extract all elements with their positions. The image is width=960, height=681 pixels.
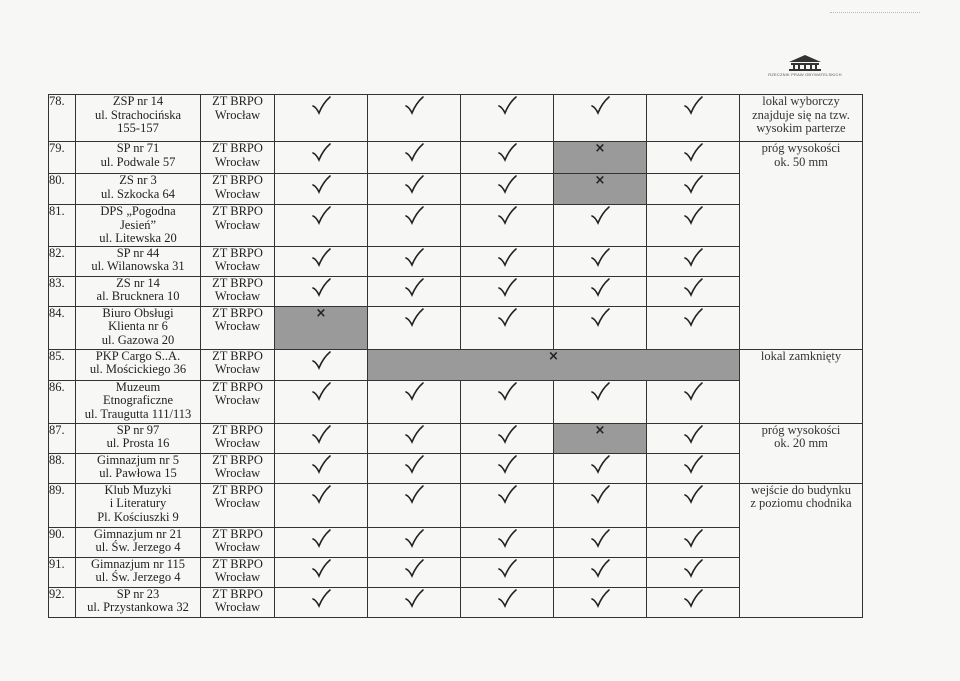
row-number: 92. (49, 587, 76, 617)
remark-line: wysokim parterze (756, 121, 846, 135)
inspector-line: Wrocław (214, 436, 261, 450)
institution-caption: RZECZNIK PRAW OBYWATELSKICH (768, 72, 842, 77)
check-mark-cell (461, 306, 554, 349)
location-name-line: Pl. Kościuszki 9 (97, 509, 179, 524)
location-name-line: Klub Muzyki (104, 482, 172, 497)
location-name-line: ul. Mościckiego 36 (89, 362, 187, 376)
location-name-line: ul. Pawłowa 15 (99, 466, 177, 480)
cross-mark-cell (368, 349, 740, 380)
check-mark-cell (275, 142, 368, 174)
check-mark-cell (461, 527, 554, 557)
checkmark-icon (682, 424, 704, 444)
location-name-line: ul. Litewska 20 (99, 231, 177, 245)
row-number: 83. (49, 276, 76, 306)
remark-line: ok. 20 mm (774, 436, 828, 450)
location-name-line: Etnograficzne (102, 393, 174, 407)
checkmark-icon (682, 174, 704, 194)
check-mark-cell (275, 453, 368, 483)
checkmark-icon (589, 381, 611, 401)
check-mark-cell (368, 423, 461, 453)
check-mark-cell (275, 483, 368, 527)
location-name (76, 95, 201, 142)
table-row (49, 95, 863, 142)
check-mark-cell (275, 423, 368, 453)
row-number: 84. (49, 306, 76, 349)
checkmark-icon (682, 142, 704, 162)
check-mark-cell (368, 246, 461, 276)
check-mark-cell (461, 380, 554, 423)
table-row (49, 483, 863, 527)
check-mark-cell (368, 205, 461, 247)
checkmark-icon (403, 247, 425, 267)
checkmark-icon (496, 381, 518, 401)
location-name-line: SP nr 71 (116, 141, 160, 155)
location-name-line: ZS nr 14 (116, 275, 160, 290)
check-mark-cell (647, 205, 740, 247)
location-name-line: Muzeum (115, 379, 161, 394)
inspector-line: Wrocław (214, 393, 261, 407)
location-name (76, 349, 201, 380)
checkmark-icon (496, 588, 518, 608)
checkmark-icon (682, 528, 704, 548)
check-mark-cell (647, 453, 740, 483)
checkmark-icon (403, 205, 425, 225)
location-name-line: ul. Podwale 57 (100, 154, 176, 169)
check-mark-cell (368, 276, 461, 306)
location-name-line: ul. Św. Jerzego 4 (95, 540, 181, 554)
check-mark-cell (275, 174, 368, 205)
inspector-line: ZT BRPO (212, 141, 263, 155)
inspector (201, 349, 275, 380)
row-number: 91. (49, 557, 76, 587)
location-name (76, 587, 201, 617)
location-name-line: 155-157 (117, 121, 159, 135)
checkmark-icon (403, 424, 425, 444)
checkmark-icon (496, 454, 518, 474)
table-row (49, 142, 863, 174)
checkmark-icon (310, 277, 332, 297)
check-mark-cell (461, 205, 554, 247)
inspector (201, 380, 275, 423)
inspector-line: ZT BRPO (212, 556, 263, 571)
checkmark-icon (496, 174, 518, 194)
check-mark-cell (647, 246, 740, 276)
row-number: 90. (49, 527, 76, 557)
checkmark-icon (310, 528, 332, 548)
check-mark-cell (554, 276, 647, 306)
row-number: 82. (49, 246, 76, 276)
institution-emblem-icon (785, 54, 825, 72)
location-name-line: DPS „Pogodna (100, 204, 176, 218)
inspector (201, 276, 275, 306)
location-name-line: i Literatury (109, 496, 167, 510)
check-mark-cell (461, 587, 554, 617)
inspector-line: Wrocław (214, 217, 261, 232)
remark-line: znajduje się na tzw. (752, 107, 850, 122)
checkmark-icon (589, 205, 611, 225)
checkmark-icon (589, 484, 611, 504)
checkmark-icon (682, 307, 704, 327)
checkmark-icon (496, 424, 518, 444)
location-name-line: ul. Przystankowa 32 (87, 600, 189, 614)
checkmark-icon (403, 558, 425, 578)
check-mark-cell (275, 349, 368, 380)
location-name-line: ul. Prosta 16 (106, 436, 170, 450)
inspector-line: Wrocław (214, 289, 261, 303)
cross-mark-cell (554, 142, 647, 174)
location-name-line: Klienta nr 6 (108, 319, 168, 333)
cross-mark-cell (275, 306, 368, 349)
inspector (201, 483, 275, 527)
inspector (201, 306, 275, 349)
page-corner-mark (830, 12, 920, 19)
location-name (76, 453, 201, 483)
inspector-line: ZT BRPO (212, 275, 263, 290)
checkmark-icon (682, 205, 704, 225)
checkmark-icon (496, 307, 518, 327)
check-mark-cell (368, 557, 461, 587)
location-name-line: Gimnazjum nr 21 (93, 526, 183, 541)
checkmark-icon (682, 277, 704, 297)
location-name-line: Jesień” (119, 217, 157, 232)
checkmark-icon (403, 588, 425, 608)
location-name-line: SP nr 23 (116, 586, 160, 601)
table-row (49, 349, 863, 380)
remarks-cell (740, 423, 863, 483)
location-name (76, 423, 201, 453)
inspector-line: ZT BRPO (212, 452, 263, 467)
remarks-cell (740, 483, 863, 617)
checkmark-icon (310, 247, 332, 267)
checkmark-icon (589, 277, 611, 297)
check-mark-cell (275, 205, 368, 247)
cross-mark-cell (554, 423, 647, 453)
checkmark-icon (682, 454, 704, 474)
location-name-line: Gimnazjum nr 5 (97, 452, 179, 467)
inspector-line: Wrocław (214, 466, 261, 480)
checkmark-icon (310, 381, 332, 401)
location-name-line: PKP Cargo S..A. (95, 348, 181, 363)
checkmark-icon (496, 95, 518, 115)
inspector-line: Wrocław (214, 496, 261, 510)
row-number: 81. (49, 205, 76, 247)
inspector (201, 95, 275, 142)
location-name-line: Gimnazjum nr 115 (91, 556, 185, 571)
remark-line: wejście do budynku (751, 482, 851, 497)
cross-icon: × (594, 422, 606, 438)
row-number: 89. (49, 483, 76, 527)
check-mark-cell (554, 557, 647, 587)
inspector-line: ZT BRPO (212, 526, 263, 541)
remarks-cell (740, 95, 863, 142)
row-number: 88. (49, 453, 76, 483)
check-mark-cell (461, 142, 554, 174)
cross-icon: × (594, 141, 606, 156)
inspector (201, 527, 275, 557)
inspector-line: ZT BRPO (212, 245, 263, 260)
location-name-line: SP nr 97 (116, 422, 160, 437)
checkmark-icon (403, 142, 425, 162)
checkmark-icon (310, 424, 332, 444)
remark-line: lokal wyborczy (762, 94, 840, 108)
checkmark-icon (310, 95, 332, 115)
inspector-line: ZT BRPO (212, 204, 263, 218)
row-number: 85. (49, 349, 76, 380)
row-number: 87. (49, 423, 76, 453)
check-mark-cell (554, 380, 647, 423)
check-mark-cell (368, 306, 461, 349)
location-name-line: ZS nr 3 (119, 173, 157, 187)
check-mark-cell (647, 95, 740, 142)
cross-icon: × (594, 173, 606, 188)
inspector (201, 246, 275, 276)
check-mark-cell (647, 587, 740, 617)
inspector-line: ZT BRPO (212, 94, 263, 108)
checkmark-icon (496, 277, 518, 297)
inspector-line: Wrocław (214, 570, 261, 584)
location-name (76, 306, 201, 349)
check-mark-cell (275, 380, 368, 423)
location-name-line: ul. Traugutta 111/113 (84, 406, 192, 421)
location-name-line: Biuro Obsługi (102, 305, 174, 320)
check-mark-cell (368, 527, 461, 557)
check-mark-cell (461, 483, 554, 527)
check-mark-cell (461, 276, 554, 306)
checkmark-icon (589, 454, 611, 474)
cross-icon: × (548, 348, 559, 364)
checkmark-icon (403, 454, 425, 474)
check-mark-cell (647, 306, 740, 349)
inspector-line: Wrocław (214, 540, 261, 554)
check-mark-cell (647, 483, 740, 527)
checkmark-icon (310, 142, 332, 162)
checkmark-icon (589, 95, 611, 115)
checkmark-icon (496, 247, 518, 267)
checkmark-icon (310, 588, 332, 608)
checkmark-icon (682, 558, 704, 578)
location-name (76, 174, 201, 205)
inspector-line: ZT BRPO (212, 348, 263, 363)
inspector (201, 174, 275, 205)
checkmark-icon (589, 588, 611, 608)
checkmark-icon (589, 307, 611, 327)
inspector-line: Wrocław (214, 107, 261, 122)
inspector-line: ZT BRPO (212, 173, 263, 187)
location-name (76, 142, 201, 174)
check-mark-cell (368, 95, 461, 142)
location-name-line: ul. Wilanowska 31 (91, 259, 185, 273)
checkmark-icon (403, 277, 425, 297)
location-name-line: ul. Gazowa 20 (101, 332, 175, 347)
check-mark-cell (275, 557, 368, 587)
remark-line: lokal zamknięty (760, 348, 842, 363)
checkmark-icon (496, 142, 518, 162)
checkmark-icon (403, 307, 425, 327)
location-name (76, 380, 201, 423)
check-mark-cell (554, 587, 647, 617)
inspector-line: Wrocław (214, 259, 261, 273)
row-number: 86. (49, 380, 76, 423)
inspector (201, 205, 275, 247)
location-name-line: SP nr 44 (116, 245, 160, 260)
check-mark-cell (647, 423, 740, 453)
check-mark-cell (461, 246, 554, 276)
remark-line: próg wysokości (761, 141, 841, 155)
checkmark-icon (496, 484, 518, 504)
check-mark-cell (554, 527, 647, 557)
check-mark-cell (368, 380, 461, 423)
checkmark-icon (403, 95, 425, 115)
inspector (201, 587, 275, 617)
location-name-line: ul. Św. Jerzego 4 (95, 570, 181, 584)
inspector-line: Wrocław (214, 319, 261, 333)
checkmark-icon (310, 350, 332, 370)
inspector (201, 557, 275, 587)
checkmark-icon (589, 247, 611, 267)
location-name-line: ul. Strachocińska (94, 107, 182, 122)
check-mark-cell (461, 423, 554, 453)
location-name-line: ZSP nr 14 (112, 94, 164, 108)
inspector-line: ZT BRPO (212, 305, 263, 320)
check-mark-cell (275, 95, 368, 142)
row-number: 78. (49, 95, 76, 142)
inspector (201, 142, 275, 174)
check-mark-cell (368, 483, 461, 527)
table-row (49, 423, 863, 453)
checkmark-icon (310, 454, 332, 474)
location-name (76, 205, 201, 247)
inspector-line: Wrocław (214, 600, 261, 614)
check-mark-cell (461, 174, 554, 205)
check-mark-cell (275, 276, 368, 306)
check-mark-cell (554, 453, 647, 483)
checkmark-icon (682, 484, 704, 504)
accessibility-table (48, 94, 863, 618)
inspector (201, 423, 275, 453)
checkmark-icon (682, 588, 704, 608)
check-mark-cell (368, 453, 461, 483)
institution-logo (750, 54, 860, 77)
location-name-line: al. Brucknera 10 (96, 289, 180, 303)
checkmark-icon (310, 205, 332, 225)
remark-line: z poziomu chodnika (750, 496, 852, 510)
inspector (201, 453, 275, 483)
checkmark-icon (310, 174, 332, 194)
checkmark-icon (589, 558, 611, 578)
inspector-line: Wrocław (214, 362, 261, 376)
checkmark-icon (403, 484, 425, 504)
checkmark-icon (589, 528, 611, 548)
check-mark-cell (647, 142, 740, 174)
inspector-line: ZT BRPO (212, 482, 263, 497)
location-name-line: ul. Szkocka 64 (101, 186, 175, 201)
inspector-line: ZT BRPO (212, 422, 263, 437)
checkmark-icon (403, 174, 425, 194)
location-name (76, 246, 201, 276)
checkmark-icon (496, 558, 518, 578)
check-mark-cell (275, 587, 368, 617)
remarks-cell (740, 142, 863, 350)
check-mark-cell (368, 142, 461, 174)
inspector-line: ZT BRPO (212, 586, 263, 601)
check-mark-cell (275, 527, 368, 557)
check-mark-cell (554, 483, 647, 527)
checkmark-icon (310, 558, 332, 578)
cross-mark-cell (554, 174, 647, 205)
check-mark-cell (461, 453, 554, 483)
check-mark-cell (647, 276, 740, 306)
remarks-cell (740, 349, 863, 423)
check-mark-cell (554, 306, 647, 349)
check-mark-cell (554, 95, 647, 142)
check-mark-cell (647, 557, 740, 587)
location-name (76, 527, 201, 557)
check-mark-cell (647, 527, 740, 557)
check-mark-cell (368, 587, 461, 617)
inspector-line: ZT BRPO (212, 379, 263, 394)
inspector-line: Wrocław (214, 154, 261, 169)
remark-line: próg wysokości (761, 422, 841, 437)
check-mark-cell (461, 95, 554, 142)
row-number: 80. (49, 174, 76, 205)
location-name (76, 276, 201, 306)
check-mark-cell (461, 557, 554, 587)
checkmark-icon (310, 484, 332, 504)
check-mark-cell (647, 380, 740, 423)
checkmark-icon (496, 528, 518, 548)
check-mark-cell (647, 174, 740, 205)
remark-line: ok. 50 mm (774, 154, 828, 169)
check-mark-cell (368, 174, 461, 205)
check-mark-cell (554, 246, 647, 276)
checkmark-icon (682, 95, 704, 115)
checkmark-icon (682, 381, 704, 401)
checkmark-icon (403, 381, 425, 401)
row-number: 79. (49, 142, 76, 174)
checkmark-icon (403, 528, 425, 548)
inspector-line: Wrocław (214, 186, 261, 201)
check-mark-cell (275, 246, 368, 276)
checkmark-icon (682, 247, 704, 267)
checkmark-icon (496, 205, 518, 225)
cross-icon: × (315, 305, 327, 321)
location-name (76, 557, 201, 587)
location-name (76, 483, 201, 527)
check-mark-cell (554, 205, 647, 247)
